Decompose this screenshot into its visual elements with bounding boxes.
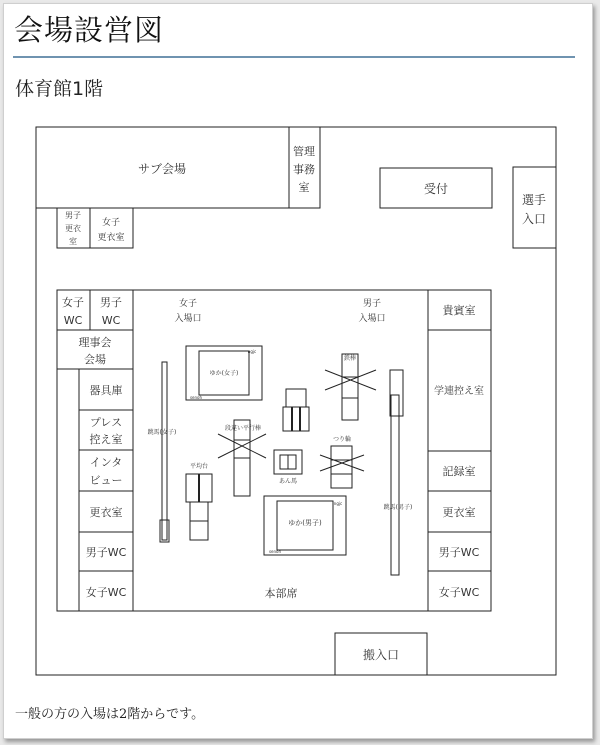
women-changing-top-label-2: 更衣室 [97, 233, 125, 243]
press-room-label-1: プレス [89, 416, 123, 429]
interview-label-1: インタ [89, 456, 123, 469]
sub-hall-label: サブ会場 [137, 162, 187, 176]
loading-entrance-label: 搬入口 [362, 648, 400, 662]
reception-label: 受付 [423, 182, 449, 196]
board-room-label-1: 理事会 [78, 336, 112, 349]
men-changing-top-label-1: 男子 [65, 211, 81, 220]
women-wc-bottom-left-label: 女子WC [85, 586, 127, 599]
changing-right-label: 更衣室 [442, 506, 476, 519]
floor-men-label: ゆか(男子) [288, 519, 322, 527]
floor-women-senoh-tag: senoh [189, 395, 203, 400]
board-room-label-2: 会場 [84, 353, 106, 366]
entrance-note: 一般の方の入場は2階からです。 [15, 707, 205, 722]
men-wc-left-label-1: 男子 [100, 296, 122, 309]
records-room-label: 記録室 [442, 465, 476, 478]
hq-seats-label: 本部席 [264, 587, 298, 600]
management-label-1: 管理 [293, 145, 315, 158]
management-label-2: 事務 [293, 163, 315, 176]
press-room-label-2: 控え室 [89, 433, 123, 446]
page-title: 会場設営図 [14, 13, 165, 47]
women-wc-left-label-1: 女子 [62, 296, 84, 309]
floor-men-senoh-tag: senoh [268, 549, 282, 554]
men-wc-bottom-left-label: 男子WC [85, 546, 127, 559]
women-wc-left-label-2: WC [63, 314, 83, 327]
men-wc-right-label: 男子WC [438, 546, 480, 559]
women-entrance-label-1: 女子 [178, 299, 198, 309]
men-entrance-label-1: 男子 [362, 299, 382, 309]
student-union-room-label: 学連控え室 [434, 386, 484, 397]
management-label-3: 室 [298, 181, 310, 194]
floor-label: 体育館1階 [15, 78, 104, 100]
vault-men-label: 跳馬(男子) [383, 504, 413, 511]
floor-women-label: ゆか(女子) [209, 370, 239, 377]
vip-room-label: 貴賓室 [442, 304, 476, 317]
women-changing-top-label-1: 女子 [101, 218, 121, 228]
rings-label: つり輪 [332, 436, 352, 443]
athlete-entrance-label-1: 選手 [521, 193, 547, 207]
women-wc-right-label: 女子WC [438, 586, 480, 599]
men-changing-top-label-2: 更衣 [65, 224, 81, 233]
men-wc-left-label-2: WC [101, 314, 121, 327]
athlete-entrance [513, 167, 556, 248]
pommel-horse-label: あん馬 [278, 478, 298, 485]
women-entrance-label-2: 入場口 [174, 314, 202, 324]
vault-women-label: 跳馬(女子) [147, 429, 177, 436]
interview-label-2: ビュー [89, 474, 123, 487]
changing-left-label: 更衣室 [89, 506, 123, 519]
equipment-storage-label: 器具庫 [89, 384, 123, 397]
men-changing-top-label-3: 室 [69, 237, 77, 246]
uneven-bars-label: 段違い平行棒 [224, 425, 262, 432]
horizontal-bar-label: 鉄棒 [343, 355, 357, 362]
men-entrance-label-2: 入場口 [358, 314, 386, 324]
floor-men-judge-tag: ngjc [333, 501, 343, 506]
floor-women-judge-tag: ngjc [247, 349, 257, 354]
athlete-entrance-label-2: 入口 [521, 212, 547, 226]
balance-beam-label: 平均台 [189, 463, 209, 470]
